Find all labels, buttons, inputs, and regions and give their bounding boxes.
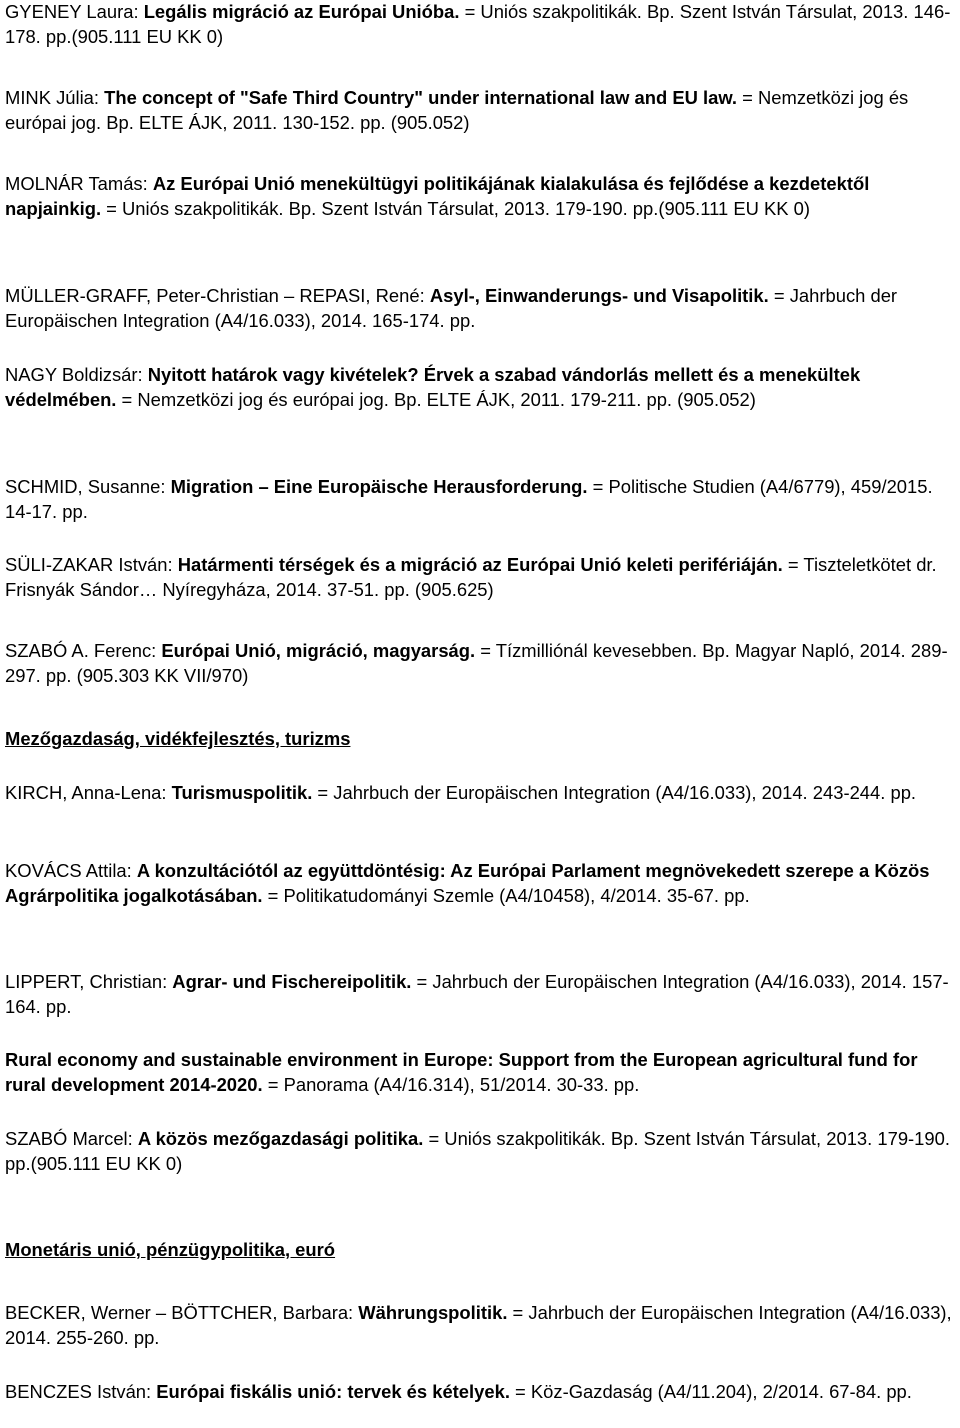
- entry-source: = Jahrbuch der Europäischen Integration (A4/16.033), 2014. 157-164. pp.: [5, 971, 949, 1017]
- bibliography-entry: [5, 475, 953, 524]
- entry-source: = Uniós szakpolitikák. Bp. Szent István Társulat, 2013. 179-190. pp.(905.111 EU KK 0): [5, 1128, 950, 1174]
- entry-source: = Nemzetközi jog és európai jog. Bp. ELTE ÁJK, 2011. 179-211. pp. (905.052): [116, 388, 756, 410]
- entry-author: SÜLI-ZAKAR István:: [5, 554, 178, 575]
- bibliography-entry: [5, 1380, 953, 1405]
- entry-author: SZABÓ A. Ferenc:: [5, 640, 162, 661]
- entry-title: Európai Unió, migráció, magyarság.: [161, 640, 476, 661]
- entry-title: Währungspolitik.: [358, 1302, 508, 1323]
- entry-source: = Politische Studien (A4/6779), 459/2015. 14-17. pp.: [5, 476, 933, 522]
- bibliography-entry: [5, 639, 953, 688]
- entry-title: Migration – Eine Europäische Herausforderung.: [170, 476, 588, 497]
- entry-source: = Politikatudományi Szemle (A4/10458), 4/2014. 35-67. pp.: [262, 884, 750, 906]
- entry-source: = Jahrbuch der Europäischen Integration (A4/16.033), 2014. 243-244. pp.: [312, 782, 917, 803]
- entry-title: Rural economy and sustainable environment in Europe: Support from the European agricultural fund for rural development 2014-2020.: [5, 1049, 918, 1095]
- entry-author: MÜLLER-GRAFF, Peter-Christian – REPASI, René:: [5, 285, 430, 306]
- entry-title: Határmenti térségek és a migráció az Európai Unió keleti perifériáján.: [177, 554, 783, 575]
- entry-author: KIRCH, Anna-Lena:: [5, 782, 172, 803]
- bibliography-entry: [5, 1127, 953, 1176]
- entry-source: = Tiszteletkötet dr. Frisnyák Sándor… Nyíregyháza, 2014. 37-51. pp. (905.625): [5, 554, 937, 600]
- entry-author: KOVÁCS Attila:: [5, 860, 137, 881]
- entry-title: Az Európai Unió menekültügyi politikájának kialakulása és fejlődése a kezdetektől napjainkig.: [5, 173, 870, 219]
- entry-source: = Jahrbuch der Europäischen Integration (A4/16.033), 2014. 255-260. pp.: [5, 1302, 952, 1348]
- bibliography-entry: [5, 284, 953, 333]
- entry-author: SZABÓ Marcel:: [5, 1128, 138, 1149]
- bibliography-entry: [5, 172, 953, 221]
- entry-source: = Köz-Gazdaság (A4/11.204), 2/2014. 67-84. pp.: [509, 1381, 912, 1402]
- bibliography-entry: [5, 363, 953, 412]
- entry-source: = Uniós szakpolitikák. Bp. Szent István Társulat, 2013. 146-178. pp.(905.111 EU KK 0): [5, 1, 951, 47]
- entry-title: Legális migráció az Európai Unióba.: [143, 1, 460, 22]
- entry-title: Turismuspolitik.: [171, 782, 313, 803]
- bibliography-entry: [5, 1048, 953, 1097]
- entry-title: Asyl-, Einwanderungs- und Visapolitik.: [429, 285, 769, 306]
- entry-source: = Panorama (A4/16.314), 51/2014. 30-33. pp.: [262, 1073, 640, 1095]
- entry-author: GYENEY Laura:: [5, 1, 144, 22]
- entry-author: BENCZES István:: [5, 1381, 157, 1402]
- entry-author: BECKER, Werner – BÖTTCHER, Barbara:: [5, 1302, 359, 1323]
- bibliography-entry: [5, 859, 953, 908]
- entry-author: MINK Júlia:: [5, 87, 105, 108]
- entry-author: MOLNÁR Tamás:: [5, 173, 153, 194]
- entry-title: A közös mezőgazdasági politika.: [137, 1128, 424, 1149]
- section-heading-agriculture: Mezőgazdaság, vidékfejlesztés, turizms: [5, 728, 351, 749]
- entry-author: LIPPERT, Christian:: [5, 971, 173, 992]
- entry-source: = Nemzetközi jog és európai jog. Bp. ELTE ÁJK, 2011. 130-152. pp. (905.052): [5, 87, 909, 133]
- entry-title: Nyitott határok vagy kivételek? Érvek a szabad vándorlás mellett és a menekültek védelmében.: [5, 364, 861, 410]
- bibliography-entry: [5, 1301, 953, 1350]
- entry-title: The concept of "Safe Third Country" under international law and EU law.: [104, 87, 738, 108]
- entry-author: SCHMID, Susanne:: [5, 476, 171, 497]
- bibliography-entry: [5, 970, 953, 1019]
- entry-source: = Tízmilliónál kevesebben. Bp. Magyar Napló, 2014. 289-297. pp. (905.303 KK VII/970): [5, 640, 948, 686]
- entry-title: A konzultációtól az együttdöntésig: Az Európai Parlament megnövekedett szerepe a Közös Agrárpolitika jogalkotásában.: [5, 860, 930, 906]
- entry-author: NAGY Boldizsár:: [5, 364, 148, 385]
- bibliography-entry: [5, 553, 953, 602]
- bibliography-entry: [5, 781, 953, 806]
- bibliography-entry: [5, 86, 953, 135]
- section-heading-monetary: Monetáris unió, pénzügypolitika, euró: [5, 1239, 336, 1260]
- entry-title: Agrar- und Fischereipolitik.: [172, 971, 412, 992]
- entry-source: = Uniós szakpolitikák. Bp. Szent István Társulat, 2013. 179-190. pp.(905.111 EU KK 0): [101, 197, 811, 219]
- entry-title: Európai fiskális unió: tervek és kételyek.: [156, 1381, 510, 1402]
- entry-source: = Jahrbuch der Europäischen Integration (A4/16.033), 2014. 165-174. pp.: [5, 285, 898, 331]
- bibliography-entry: [5, 0, 953, 49]
